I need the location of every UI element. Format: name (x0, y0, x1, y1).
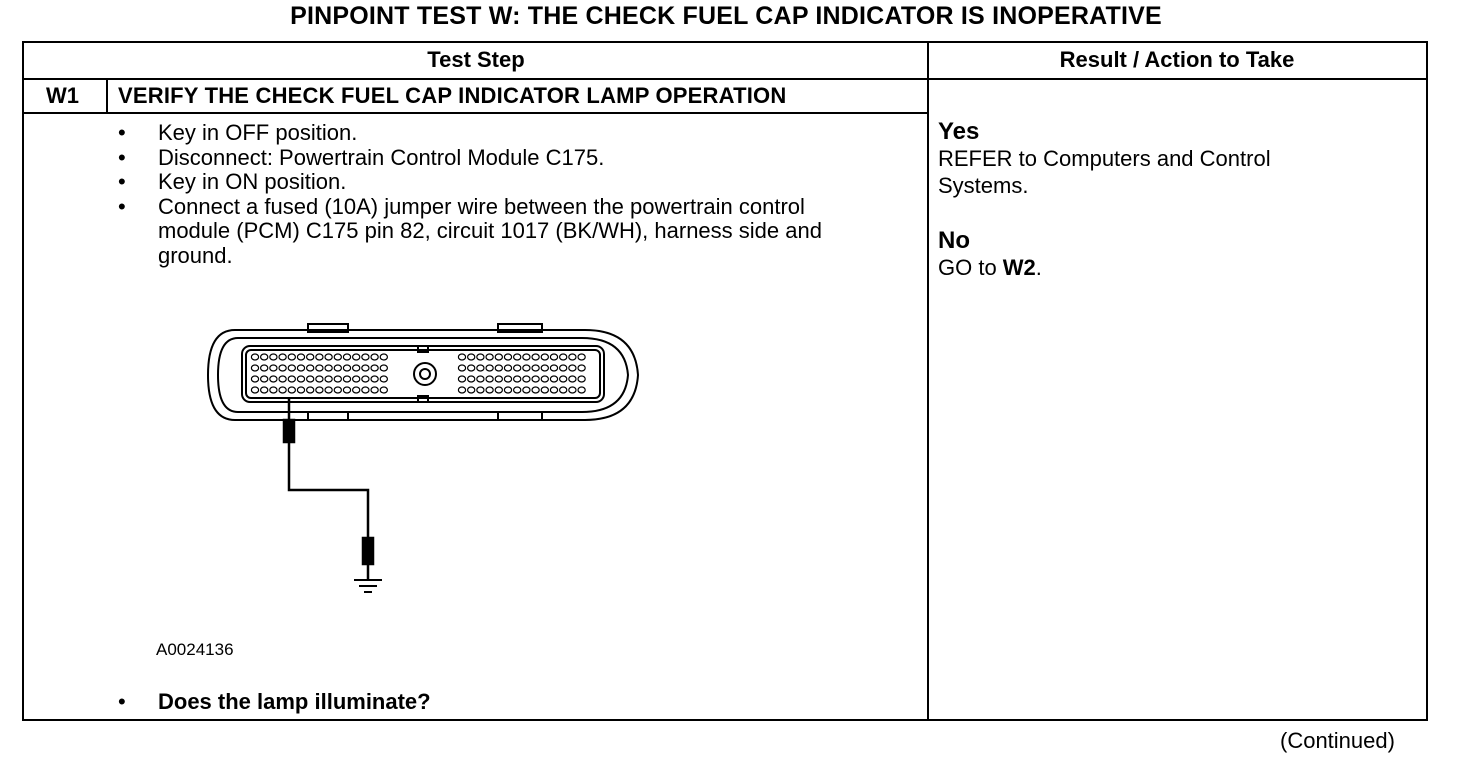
connector-pin (251, 354, 258, 360)
connector-pin (541, 365, 548, 371)
connector-pins (251, 354, 585, 393)
page-title: PINPOINT TEST W: THE CHECK FUEL CAP INDICATOR IS INOPERATIVE (290, 2, 1162, 30)
connector-pin (532, 376, 539, 382)
connector-pin (458, 376, 465, 382)
connector-pin (270, 387, 277, 393)
no-action-suffix: . (1035, 255, 1042, 280)
connector-pin (541, 387, 548, 393)
connector-pin (325, 376, 332, 382)
connector-pin (532, 387, 539, 393)
header-divider (24, 78, 1426, 80)
no-action-link[interactable]: W2 (1002, 255, 1036, 280)
connector-pin (514, 376, 521, 382)
connector-pin (541, 354, 548, 360)
connector-pin (578, 376, 585, 382)
connector-pin (270, 365, 277, 371)
connector-pin (334, 387, 341, 393)
connector-pin (486, 365, 493, 371)
connector-pin (569, 376, 576, 382)
connector-pin (504, 354, 511, 360)
connector-pin (261, 354, 268, 360)
connector-pin (468, 365, 475, 371)
connector-pin (334, 354, 341, 360)
jumper-wire (284, 398, 373, 580)
connector-pin (316, 354, 323, 360)
connector-pin (261, 376, 268, 382)
connector-pin (251, 387, 258, 393)
connector-pin (523, 354, 530, 360)
connector-pin (550, 365, 557, 371)
connector-pin (362, 387, 369, 393)
spacer (938, 199, 1418, 227)
connector-pin (343, 354, 350, 360)
list-item (116, 170, 876, 195)
connector-pin (550, 387, 557, 393)
connector-pin (270, 376, 277, 382)
connector-pin (316, 365, 323, 371)
connector-pin (261, 387, 268, 393)
pcm-connector-diagram (180, 280, 660, 610)
connector-pin (458, 387, 465, 393)
result-actions (938, 118, 1418, 281)
connector-pin (251, 376, 258, 382)
connector-pin (550, 376, 557, 382)
connector-pin (569, 354, 576, 360)
connector-pin (560, 387, 567, 393)
connector-pin (279, 376, 286, 382)
connector-pin (371, 365, 378, 371)
connector-pin (270, 354, 277, 360)
connector-pin (504, 376, 511, 382)
step-title: VERIFY THE CHECK FUEL CAP INDICATOR LAMP OPERATION (118, 83, 787, 108)
connector-pin (468, 354, 475, 360)
connector-pin (251, 365, 258, 371)
connector-pin (458, 365, 465, 371)
connector-pin (532, 354, 539, 360)
connector-pin (288, 387, 295, 393)
yes-label: Yes (938, 118, 980, 145)
connector-pin (279, 354, 286, 360)
no-action (938, 254, 1418, 281)
connector-pin (279, 365, 286, 371)
connector-pin (560, 354, 567, 360)
connector-pin (514, 365, 521, 371)
connector-pin (578, 387, 585, 393)
step-instructions (116, 121, 876, 268)
connector-pin (307, 387, 314, 393)
connector-pin (297, 354, 304, 360)
figure-id: A0024136 (156, 640, 234, 659)
connector-pin (325, 365, 332, 371)
connector-pin (316, 376, 323, 382)
continued-note: (Continued) (1280, 728, 1395, 753)
list-item (116, 195, 876, 269)
connector-pin (371, 354, 378, 360)
connector-pin (353, 365, 360, 371)
instruction-text: Connect a fused (10A) jumper wire between the powertrain control module (PCM) C175 pin 82, circuit 1017 (BK/WH), harness side and ground. (158, 193, 822, 268)
connector-pin (523, 376, 530, 382)
connector-pin (380, 365, 387, 371)
connector-pin (288, 365, 295, 371)
question-text: Does the lamp illuminate? (158, 689, 431, 714)
connector-pin (495, 365, 502, 371)
connector-pin (495, 387, 502, 393)
bullet: • (118, 689, 126, 714)
connector-pin (560, 365, 567, 371)
connector-pin (468, 376, 475, 382)
connector-pin (560, 376, 567, 382)
connector-pin (578, 354, 585, 360)
connector-pin (468, 387, 475, 393)
no-action-prefix: GO to (938, 255, 1003, 280)
step-id: W1 (46, 83, 79, 108)
connector-pin (297, 387, 304, 393)
connector-pin (353, 354, 360, 360)
connector-pin (486, 354, 493, 360)
connector-pin (495, 376, 502, 382)
connector-pin (353, 376, 360, 382)
connector-pin (316, 387, 323, 393)
yes-action: REFER to Computers and Control Systems. (938, 146, 1271, 198)
connector-pin (288, 376, 295, 382)
column-divider (927, 43, 929, 719)
connector-pin (334, 365, 341, 371)
connector-pin (343, 387, 350, 393)
connector-pin (477, 376, 484, 382)
connector-pin (477, 354, 484, 360)
result-action-header: Result / Action to Take (1059, 47, 1295, 72)
connector-pin (569, 387, 576, 393)
connector-pin (514, 354, 521, 360)
connector-pin (578, 365, 585, 371)
instruction-text: Disconnect: Powertrain Control Module C175. (158, 144, 605, 170)
connector-pin (504, 387, 511, 393)
connector-pin (458, 354, 465, 360)
connector-pin (371, 376, 378, 382)
bullet: • (118, 144, 126, 170)
connector-pin (477, 387, 484, 393)
step-title-divider (24, 112, 928, 114)
connector-body (208, 324, 638, 420)
connector-pin (353, 387, 360, 393)
connector-pin (325, 387, 332, 393)
connector-pin (541, 376, 548, 382)
connector-pin (362, 365, 369, 371)
test-step-header: Test Step (427, 47, 525, 72)
connector-pin (362, 354, 369, 360)
bullet: • (118, 120, 126, 145)
connector-pin (371, 387, 378, 393)
connector-pin (307, 376, 314, 382)
connector-pin (343, 365, 350, 371)
connector-pin (477, 365, 484, 371)
ground-icon (354, 580, 382, 592)
connector-pin (343, 376, 350, 382)
connector-pin (362, 376, 369, 382)
bullet: • (118, 193, 126, 219)
connector-pin (307, 365, 314, 371)
connector-pin (532, 365, 539, 371)
question-item (116, 689, 431, 715)
connector-pin (279, 387, 286, 393)
connector-pin (334, 376, 341, 382)
bullet: • (118, 169, 126, 194)
list-item (116, 121, 876, 146)
connector-pin (514, 387, 521, 393)
connector-pin (569, 365, 576, 371)
connector-pin (486, 376, 493, 382)
connector-pin (523, 365, 530, 371)
connector-pin (495, 354, 502, 360)
connector-pin (297, 365, 304, 371)
connector-pin (550, 354, 557, 360)
connector-pin (325, 354, 332, 360)
no-label: No (938, 227, 970, 254)
connector-pin (486, 387, 493, 393)
step-id-divider (106, 78, 108, 112)
connector-pin (380, 376, 387, 382)
list-item (116, 146, 876, 171)
connector-pin (297, 376, 304, 382)
connector-pin (504, 365, 511, 371)
connector-pin (380, 387, 387, 393)
instruction-text: Key in ON position. (158, 169, 347, 194)
connector-pin (380, 354, 387, 360)
connector-pin (307, 354, 314, 360)
connector-pin (523, 387, 530, 393)
instruction-text: Key in OFF position. (158, 120, 358, 145)
connector-pin (261, 365, 268, 371)
connector-pin (288, 354, 295, 360)
